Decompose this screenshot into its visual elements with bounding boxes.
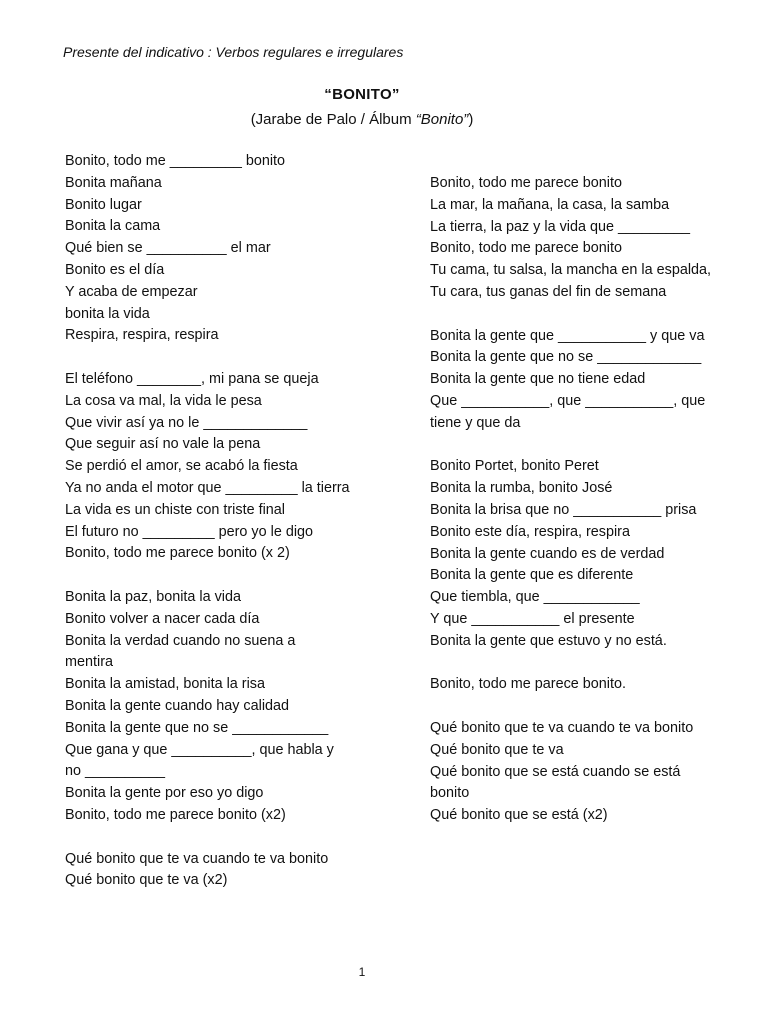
song-subtitle (0, 111, 724, 128)
lyric-line: Bonita la brisa que no ___________ prisa (430, 501, 697, 518)
lyric-line: Bonita la gente que no tiene edad (430, 371, 646, 388)
lyric-line: La cosa va mal, la vida le pesa (65, 392, 262, 409)
lyric-line: Qué bonito que te va (x2) (65, 872, 228, 889)
lyric-line: Bonita la cama (65, 218, 161, 235)
lyric-line: Bonita mañana (65, 174, 162, 191)
lyrics-right-column (430, 173, 765, 827)
lyric-line: Que ___________, que ___________, que (430, 392, 706, 409)
lyric-line: Bonito, todo me parece bonito (430, 240, 623, 257)
lyric-line: Y acaba de empezar (65, 283, 198, 300)
lyric-line: Bonito volver a nacer cada día (65, 610, 260, 627)
lyric-line: bonito (430, 785, 470, 802)
lyric-line: Qué bonito que te va cuando te va bonito (430, 719, 694, 736)
lyric-line: Qué bonito que te va cuando te va bonito (65, 850, 329, 867)
song-title: “BONITO” (324, 86, 400, 103)
subtitle-prefix: (Jarabe de Palo / Álbum (250, 111, 416, 128)
lyric-line: La vida es un chiste con triste final (65, 501, 285, 518)
lyric-line: Tu cama, tu salsa, la mancha en la espalda, (430, 262, 712, 279)
subtitle-suffix: ) (468, 111, 474, 128)
lyric-line: Bonito este día, respira, respira (430, 523, 630, 540)
lyric-line: Tu cara, tus ganas del fin de semana (430, 283, 667, 300)
lyric-line: Bonito, todo me parece bonito (x 2) (65, 545, 290, 562)
lyric-line: Bonita la gente que ___________ y que va (430, 327, 705, 344)
stanza-gap (65, 565, 400, 587)
lyric-line: Bonita la gente cuando es de verdad (430, 545, 665, 562)
lyric-line: Que gana y que __________, que habla y (65, 741, 334, 758)
lyric-line: tiene y que da (430, 414, 521, 431)
lyric-line: Que tiembla, que ____________ (430, 589, 640, 606)
stanza-gap (65, 827, 400, 849)
lyric-line: Qué bonito que te va (430, 741, 564, 758)
lyric-line: Bonita la gente que estuvo y no está. (430, 632, 667, 649)
lyric-line: Bonita la gente que no se ____________ (65, 719, 329, 736)
lyric-line: Bonito, todo me parece bonito. (430, 676, 627, 693)
lyric-line: Bonito Portet, bonito Peret (430, 458, 599, 475)
lyric-line: El futuro no _________ pero yo le digo (65, 523, 314, 540)
lyric-line: El teléfono ________, mi pana se queja (65, 370, 319, 387)
lyric-line: Bonita la rumba, bonito José (430, 480, 613, 497)
lyric-line: Qué bonito que se está (x2) (430, 807, 608, 824)
stanza-gap (430, 696, 765, 718)
lyric-line: Bonito es el día (65, 261, 165, 278)
lyric-line: Bonita la gente que es diferente (430, 567, 634, 584)
lyric-line: Ya no anda el motor que _________ la tierra (65, 479, 350, 496)
lyric-line: Bonita la gente que no se _____________ (430, 349, 702, 366)
lyric-line: no __________ (65, 763, 166, 780)
lyric-line: Bonita la verdad cuando no suena a (65, 632, 296, 649)
lyric-line: Qué bonito que se está cuando se está (430, 763, 681, 780)
lyric-line: Se perdió el amor, se acabó la fiesta (65, 458, 298, 475)
lyric-line: La mar, la mañana, la casa, la samba (430, 196, 670, 213)
page-number: 1 (358, 965, 366, 979)
subtitle-album: “Bonito” (415, 111, 469, 128)
lyric-line: Bonita la gente por eso yo digo (65, 785, 264, 802)
lyric-line: Bonita la gente cuando hay calidad (65, 697, 290, 714)
lyric-line: Bonita la amistad, bonita la risa (65, 676, 265, 693)
lyric-line: La tierra, la paz y la vida que _________ (430, 218, 691, 235)
lyric-line: Respira, respira, respira (65, 327, 219, 344)
lyrics-left-column (65, 151, 400, 892)
lyric-line: Bonito, todo me parece bonito (x2) (65, 806, 286, 823)
lyric-line: mentira (65, 654, 113, 671)
lyric-line: Bonito lugar (65, 196, 142, 213)
stanza-gap (430, 653, 765, 675)
lyric-line: Que seguir así no vale la pena (65, 436, 261, 453)
lyric-line: Qué bien se __________ el mar (65, 240, 271, 257)
document-header-note: Presente del indicativo : Verbos regulares e irregulares (63, 44, 404, 60)
lyric-line: Y que ___________ el presente (430, 610, 635, 627)
lyric-line: Bonito, todo me _________ bonito (65, 153, 286, 169)
stanza-gap (65, 347, 400, 369)
lyric-line: bonita la vida (65, 305, 150, 322)
stanza-gap (430, 304, 765, 326)
stanza-gap (430, 435, 765, 457)
lyric-line: Que vivir así ya no le _____________ (65, 414, 308, 431)
lyric-line: Bonito, todo me parece bonito (430, 175, 623, 191)
lyric-line: Bonita la paz, bonita la vida (65, 588, 242, 605)
